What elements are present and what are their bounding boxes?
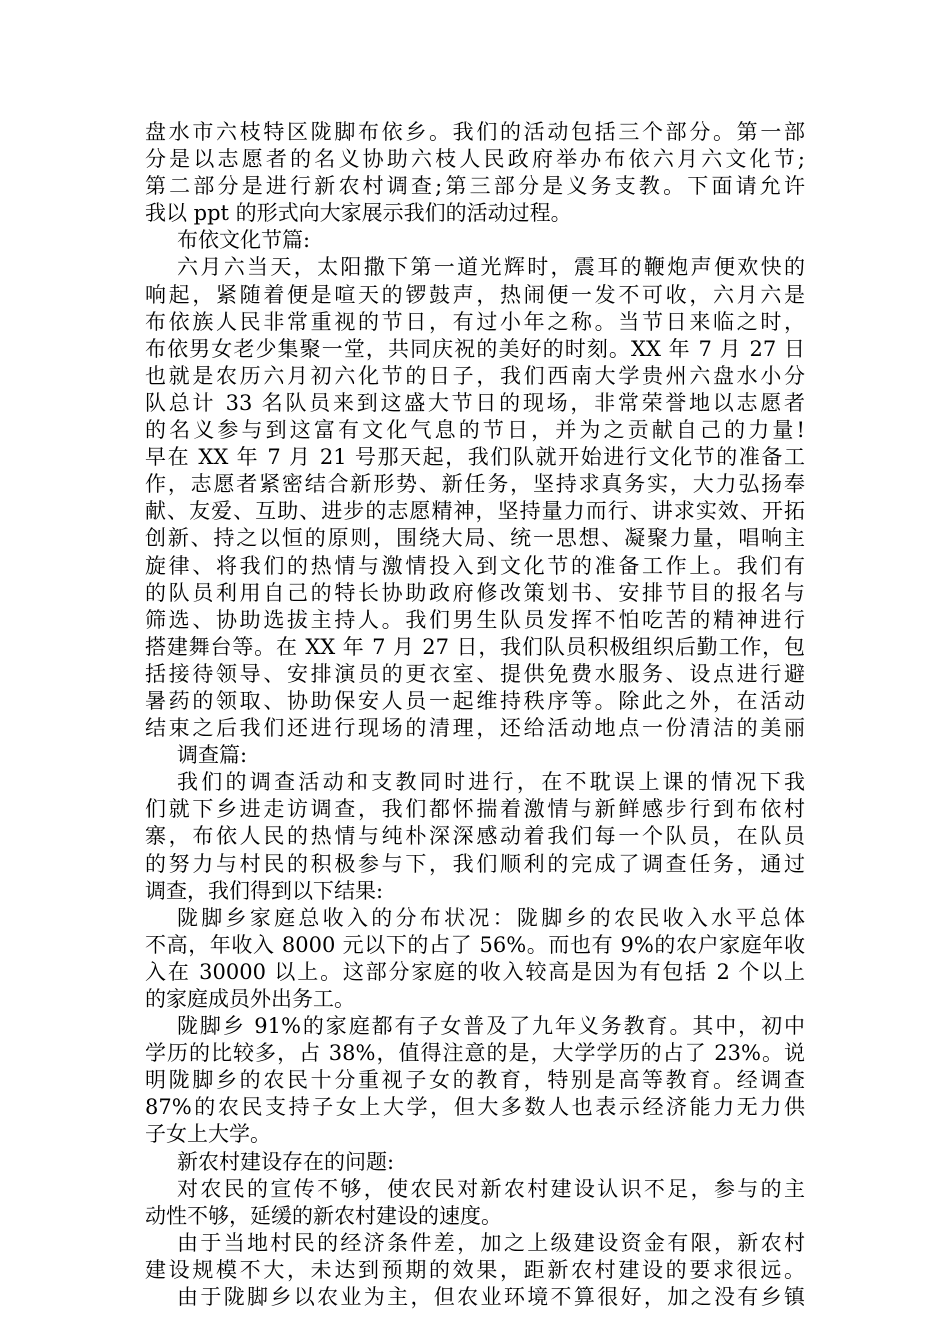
text-line: 布依族人民非常重视的节日，有过小年之称。当节日来临之时， <box>145 309 805 334</box>
text-line: 也就是农历六月初六化节的日子，我们西南大学贵州六盘水小分 <box>145 363 805 388</box>
text-line: 早在 XX 年 7 月 21 号那天起，我们队就开始进行文化节的准备工 <box>145 445 805 470</box>
text-line: 括接待领导、安排演员的更衣室、提供免费水服务、设点进行避 <box>145 661 805 686</box>
text-line: 布依文化节篇: <box>177 228 311 253</box>
text-line: 建设规模不大，未达到预期的效果，距新农村建设的要求很远。 <box>145 1257 805 1282</box>
text-line: 筛选、协助选拔主持人。我们男生队员发挥不怕吃苦的精神进行 <box>145 607 805 632</box>
text-line: 献、友爱、互助、进步的志愿精神，坚持量力而行、讲求实效、开拓 <box>145 499 805 524</box>
text-line: 旋律、将我们的热情与激情投入到文化节的准备工作上。我们有 <box>145 553 805 578</box>
text-line: 分是以志愿者的名义协助六枝人民政府举办布依六月六文化节; <box>145 147 805 172</box>
text-line: 对农民的宣传不够，使农民对新农村建设认识不足，参与的主 <box>177 1176 805 1201</box>
text-line: 调查篇: <box>177 743 248 768</box>
text-line: 入在 30000 以上。这部分家庭的收入较高是因为有包括 2 个以上 <box>145 959 805 984</box>
text-line: 队总计 33 名队员来到这盛大节日的现场，非常荣誉地以志愿者 <box>145 390 805 415</box>
text-line: 我们的调查活动和支教同时进行，在不耽误上课的情况下我 <box>177 770 805 795</box>
text-line: 陇脚乡 91%的家庭都有子女普及了九年义务教育。其中，初中 <box>177 1014 805 1039</box>
text-line: 作，志愿者紧密结合新形势、新任务，坚持求真务实，大力弘扬奉 <box>145 472 805 497</box>
text-line: 不高，年收入 8000 元以下的占了 56%。而也有 9%的农户家庭年收 <box>145 932 805 957</box>
text-line: 我以 ppt 的形式向大家展示我们的活动过程。 <box>145 201 572 226</box>
text-line: 由于当地村民的经济条件差，加之上级建设资金有限，新农村 <box>177 1230 805 1255</box>
text-line: 的队员利用自己的特长协助政府修改策划书、安排节目的报名与 <box>145 580 805 605</box>
body-text <box>145 119 805 1311</box>
text-line: 由于陇脚乡以农业为主，但农业环境不算很好，加之没有乡镇 <box>177 1285 805 1310</box>
text-line: 的家庭成员外出务工。 <box>145 987 355 1011</box>
text-line: 响起，紧随着便是喧天的锣鼓声，热闹便一发不可收，六月六是 <box>145 282 805 307</box>
text-line: 的名义参与到这富有文化气息的节日，并为之贡献自己的力量! <box>145 418 805 443</box>
text-line: 87%的农民支持子女上大学，但大多数人也表示经济能力无力供 <box>145 1095 805 1120</box>
text-line: 的努力与村民的积极参与下，我们顺利的完成了调查任务，通过 <box>145 851 805 876</box>
text-line: 新农村建设存在的问题: <box>177 1149 395 1174</box>
text-line: 学历的比较多，占 38%，值得注意的是，大学学历的占了 23%。说 <box>145 1041 805 1066</box>
text-line: 搭建舞台等。在 XX 年 7 月 27 日，我们队员积极组织后勤工作，包 <box>145 634 805 659</box>
text-line: 明陇脚乡的农民十分重视子女的教育，特别是高等教育。经调查 <box>145 1068 805 1093</box>
text-line: 动性不够，延缓的新农村建设的速度。 <box>145 1203 502 1228</box>
text-line: 六月六当天，太阳撒下第一道光辉时，震耳的鞭炮声便欢快的 <box>177 255 805 280</box>
text-line: 布依男女老少集聚一堂，共同庆祝的美好的时刻。XX 年 7 月 27 日 <box>145 336 805 361</box>
text-line: 暑药的领取、协助保安人员一起维持秩序等。除此之外，在活动 <box>145 688 805 713</box>
text-line: 盘水市六枝特区陇脚布依乡。我们的活动包括三个部分。第一部 <box>145 120 805 144</box>
text-line: 调查，我们得到以下结果: <box>145 878 384 903</box>
text-line: 第二部分是进行新农村调查;第三部分是义务支教。下面请允许 <box>145 174 805 199</box>
text-line: 寨，布依人民的热情与纯朴深深感动着我们每一个队员，在队员 <box>145 824 805 849</box>
text-line: 们就下乡进走访调查，我们都怀揣着激情与新鲜感步行到布依村 <box>145 797 805 822</box>
text-line: 子女上大学。 <box>145 1122 271 1147</box>
text-line: 结束之后我们还进行现场的清理，还给活动地点一份清洁的美丽 <box>145 716 805 741</box>
text-line: 创新、持之以恒的原则，围绕大局、统一思想、凝聚力量，唱响主 <box>145 526 805 551</box>
text-line: 陇脚乡家庭总收入的分布状况：陇脚乡的农民收入水平总体 <box>177 905 805 930</box>
